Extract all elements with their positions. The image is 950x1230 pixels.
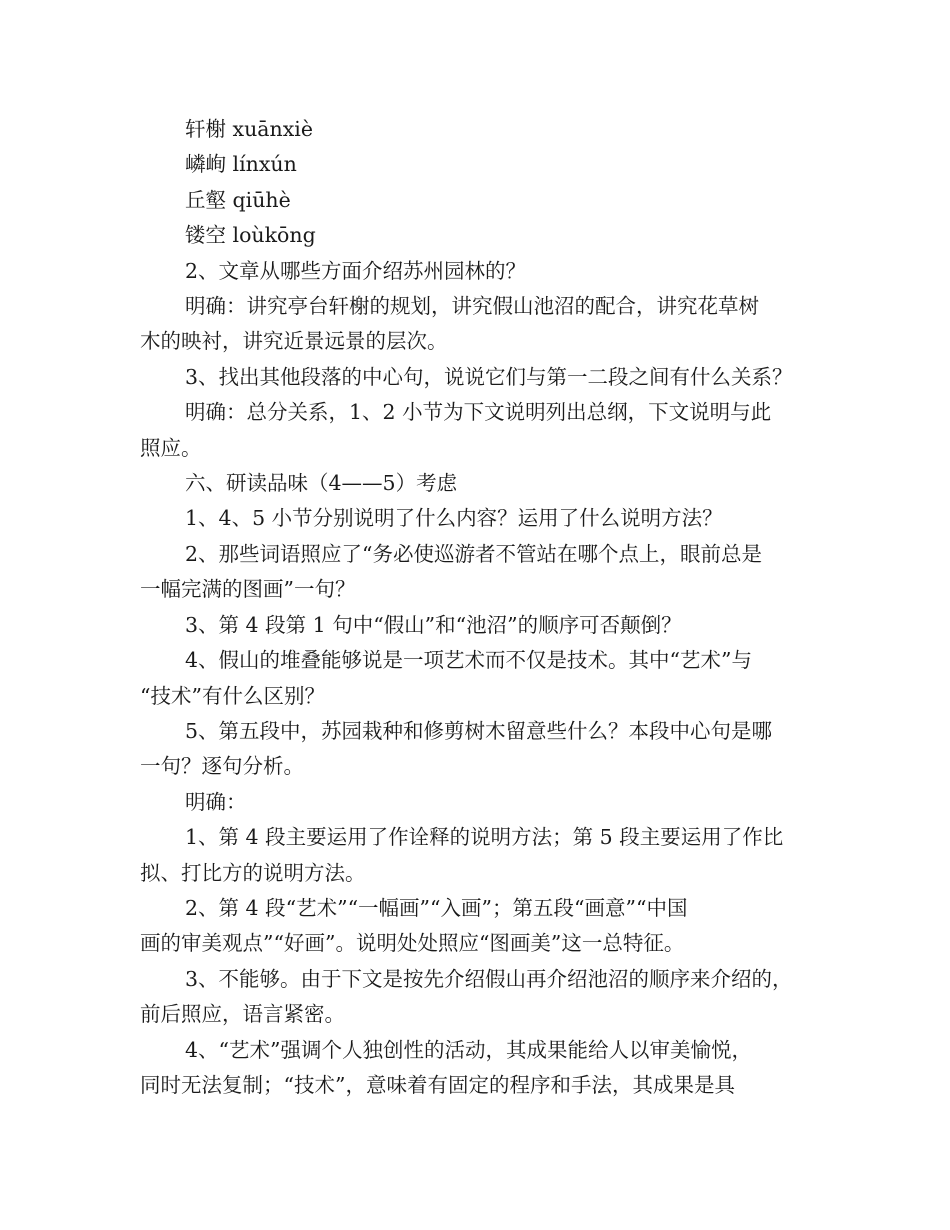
text-line: 4、“艺术”强调个人独创性的活动，其成果能给人以审美愉悦， — [185, 1037, 753, 1062]
text-line: “技术”有什么区别？ — [140, 683, 325, 708]
text-line: 画的审美观点”“好画”。说明处处照应“图画美”这一总特征。 — [140, 931, 685, 956]
text-line: 嶙峋 línxún — [185, 152, 297, 177]
text-line: 3、不能够。由于下文是按先介绍假山再介绍池沼的顺序来介绍的， — [185, 966, 793, 991]
text-line: 同时无法复制；“技术”，意味着有固定的程序和手法，其成果是具 — [140, 1072, 735, 1097]
text-line: 4、假山的堆叠能够说是一项艺术而不仅是技术。其中“艺术”与 — [185, 648, 753, 673]
text-line: 拟、打比方的说明方法。 — [140, 860, 366, 885]
text-line: 明确：总分关系，1、2 小节为下文说明列出总纲，下文说明与此 — [185, 400, 772, 425]
text-line: 丘壑 qiūhè — [185, 187, 291, 212]
text-line: 明确： — [185, 789, 247, 814]
text-line: 2、第 4 段“艺术”“一幅画”“入画”；第五段“画意”“中国 — [185, 895, 688, 920]
text-line: 六、研读品味（4——5）考虑 — [185, 471, 458, 496]
text-line: 明确：讲究亭台轩榭的规划，讲究假山池沼的配合，讲究花草树 — [185, 294, 759, 319]
text-line: 2、那些词语照应了“务必使巡游者不管站在哪个点上，眼前总是 — [185, 541, 763, 566]
document-body — [140, 112, 812, 1103]
text-line: 镂空 loùkōng — [185, 223, 316, 248]
text-line: 3、第 4 段第 1 句中“假山”和“池沼”的顺序可否颠倒？ — [185, 612, 682, 637]
text-line: 一幅完满的图画”一句？ — [140, 577, 356, 602]
text-line: 5、第五段中，苏园栽种和修剪树木留意些什么？本段中心句是哪 — [185, 718, 773, 743]
text-line: 3、找出其他段落的中心句，说说它们与第一二段之间有什么关系？ — [185, 364, 793, 389]
text-line: 轩榭 xuānxiè — [185, 117, 313, 141]
text-line: 前后照应，语言紧密。 — [140, 1002, 345, 1027]
text-line: 2、文章从哪些方面介绍苏州园林的？ — [185, 258, 527, 283]
text-line: 1、第 4 段主要运用了作诠释的说明方法；第 5 段主要运用了作比 — [185, 825, 784, 850]
text-line: 1、4、5 小节分别说明了什么内容？运用了什么说明方法？ — [185, 506, 723, 531]
text-line: 一句？逐句分析。 — [140, 754, 304, 779]
text-line: 木的映衬，讲究近景远景的层次。 — [140, 329, 448, 354]
text-line: 照应。 — [140, 435, 202, 460]
